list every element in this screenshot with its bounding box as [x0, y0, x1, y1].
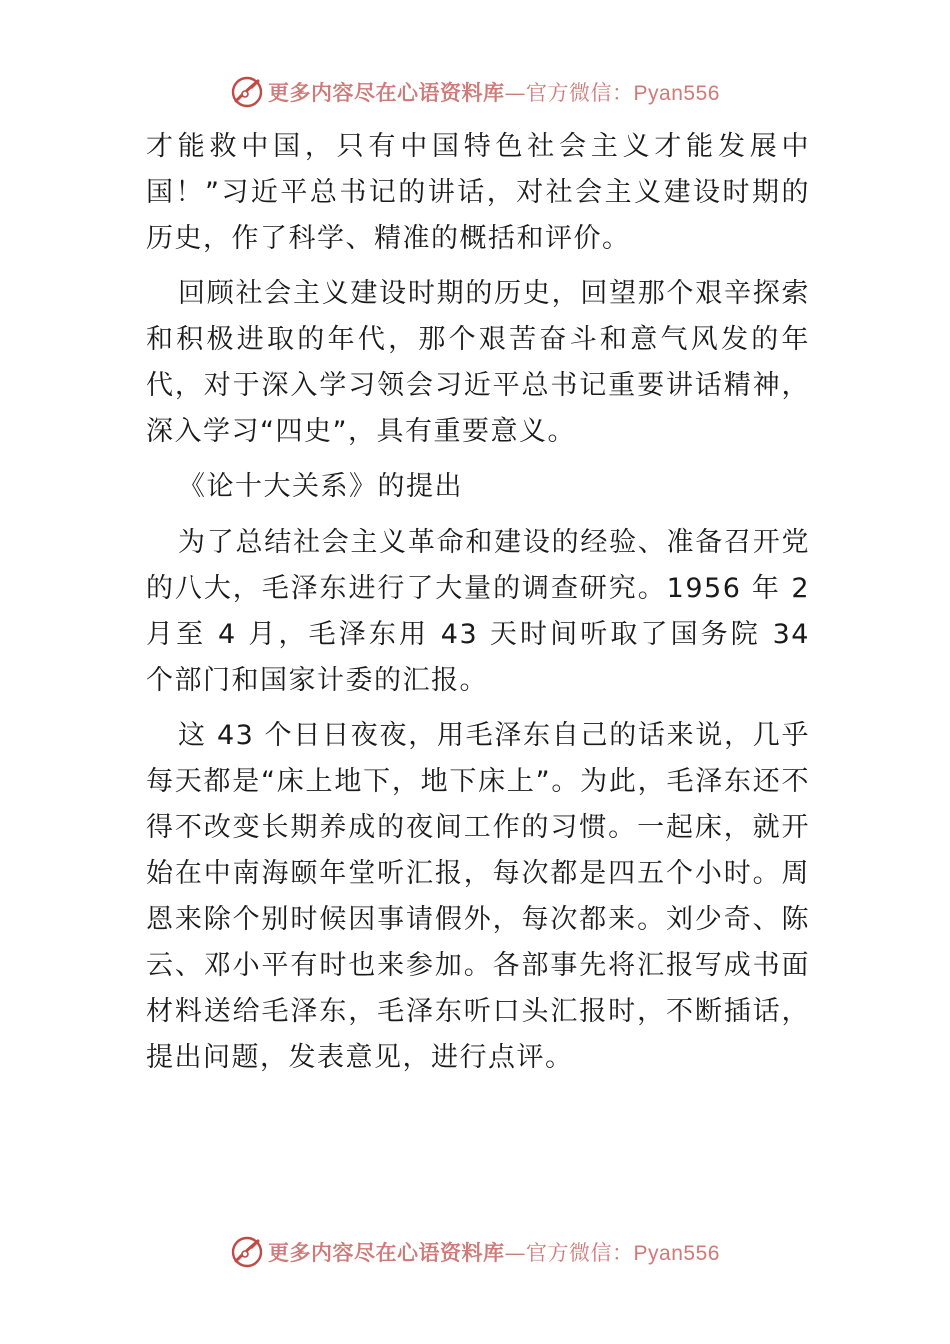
- banner-dash: —: [504, 1241, 527, 1265]
- article-body: [146, 124, 810, 1090]
- banner-wechat-label: 官方微信：: [526, 81, 634, 105]
- paragraph-1: 才能救中国，只有中国特色社会主义才能发展中国！”习近平总书记的讲话，对社会主义建设时期的历史，作了科学、精准的概括和评价。: [146, 131, 810, 254]
- section-heading: 《论十大关系》的提出: [178, 471, 463, 502]
- banner-dash: —: [504, 81, 527, 105]
- paragraph-4: 这 43 个日日夜夜，用毛泽东自己的话来说，几乎每天都是“床上地下，地下床上”。为此，毛泽东还不得不改变长期养成的夜间工作的习惯。一起床，就开始在中南海颐年堂听汇报，每次都是四五个小时。周恩来除个别时候因事请假外，每次都来。刘少奇、陈云、邓小平有时也来参加。各部事先将汇报写成书面材料送给毛泽东，毛泽东听口头汇报时，不断插话，提出问题，发表意见，进行点评。: [146, 720, 810, 1073]
- header-banner: [0, 72, 950, 112]
- banner-wechat-label: 官方微信：: [526, 1241, 634, 1265]
- banner-wechat-account: Pyan556: [633, 82, 720, 105]
- banner-text: [268, 77, 720, 107]
- banner-wechat-account: Pyan556: [633, 1242, 720, 1265]
- paragraph-3: 为了总结社会主义革命和建设的经验、准备召开党的八大，毛泽东进行了大量的调查研究。1956 年 2 月至 4 月，毛泽东用 43 天时间听取了国务院 34 个部门和国家计委的汇报。: [146, 527, 810, 696]
- banner-site-name: 更多内容尽在心语资料库: [268, 80, 505, 105]
- footer-banner: [0, 1232, 950, 1272]
- banner-site-name: 更多内容尽在心语资料库: [268, 1240, 505, 1265]
- pen-logo-icon: [230, 75, 264, 109]
- paragraph-2: 回顾社会主义建设时期的历史，回望那个艰辛探索和积极进取的年代，那个艰苦奋斗和意气风发的年代，对于深入学习领会习近平总书记重要讲话精神，深入学习“四史”，具有重要意义。: [146, 278, 810, 447]
- banner-text: [268, 1237, 720, 1267]
- pen-logo-icon: [230, 1235, 264, 1269]
